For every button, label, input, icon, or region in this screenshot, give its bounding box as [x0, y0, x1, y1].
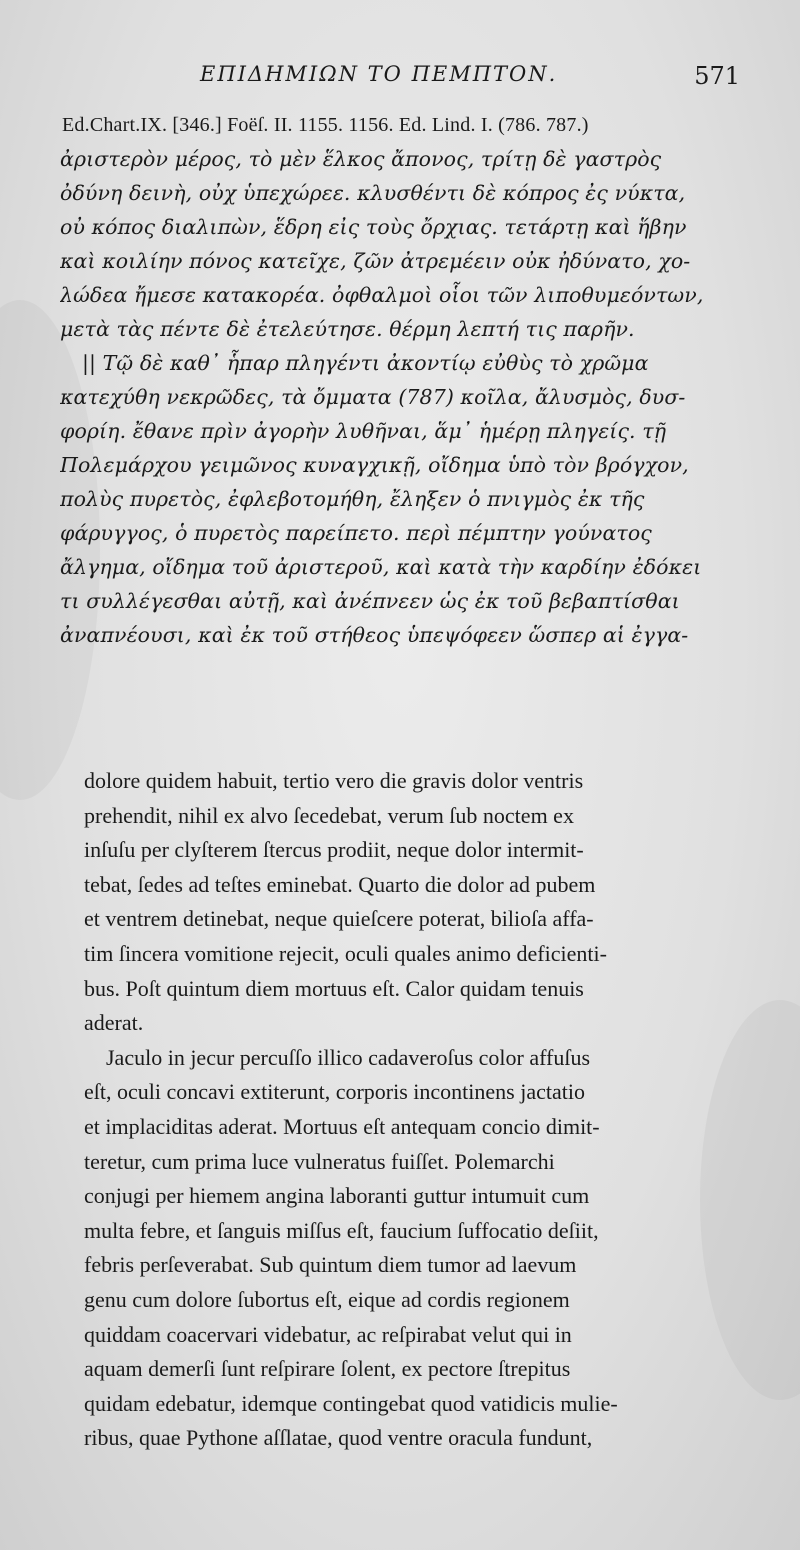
greek-text-line: ἄλγημα, οἴδημα τοῦ ἀριστεροῦ, καὶ κατὰ τὴν καρδίην ἐδόκει [60, 555, 702, 579]
latin-text-line: quidam edebatur, idemque contingebat quod vatidicis mulie- [84, 1390, 618, 1416]
greek-text-line: ἀναπνέουσι, καὶ ἐκ τοῦ στήθεος ὑπεψόφεεν ὥσπερ αἱ ἐγγα- [60, 623, 689, 647]
latin-text-line: Jaculo in jecur percuſſo illico cadaveroſus color affuſus [106, 1044, 591, 1070]
latin-text-line: et implaciditas aderat. Mortuus eſt antequam concio dimit- [84, 1113, 600, 1139]
latin-text-line: bus. Poſt quintum diem mortuus eſt. Calor quidam tenuis [84, 975, 584, 1001]
running-title: ΕΠΙΔΗΜΙΩΝ ΤΟ ΠΕΜΠΤΟΝ. [200, 62, 558, 86]
latin-text-line: prehendit, nihil ex alvo ſecedebat, verum ſub noctem ex [84, 802, 574, 828]
latin-text-line: conjugi per hiemem angina laboranti guttur intumuit cum [84, 1183, 590, 1209]
greek-text-line: κατεχύθη νεκρῶδες, τὰ ὄμματα (787) κοῖλα, ἄλυσμὸς, δυσ- [60, 385, 686, 409]
greek-text-line: μετὰ τὰς πέντε δὲ ἐτελεύτησε. θέρμη λεπτή τις παρῆν. [60, 317, 635, 341]
greek-text-line: Πολεμάρχου γειμῶνος κυναγχικῇ, οἴδημα ὑπὸ τὸν βρόγχον, [60, 453, 689, 477]
greek-text-block [60, 142, 765, 652]
edition-reference-line: Ed.Chart.IX. [346.] Foëſ. II. 1155. 1156. Ed. Lind. I. (786. 787.) [62, 114, 589, 136]
latin-text-line: dolore quidem habuit, tertio vero die gravis dolor ventris [84, 768, 584, 793]
greek-text-line: καὶ κοιλίην πόνος κατεῖχε, ζῶν ἀτρεμέειν οὐκ ἠδύνατο, χο- [60, 249, 691, 273]
latin-text-line: aderat. [84, 1010, 144, 1036]
latin-text-line: tim ſincera vomitione rejecit, oculi quales animo deficienti- [84, 940, 607, 966]
greek-text-line: οὐ κόπος διαλιπὼν, ἕδρη εἰς τοὺς ὄρχιας. τετάρτῃ καὶ ἥβην [60, 215, 687, 239]
latin-text-line: quiddam coacervari videbatur, ac reſpirabat velut qui in [84, 1321, 572, 1347]
greek-text-line: λώδεα ἤμεσε κατακορέα. ὀφθαλμοὶ οἷοι τῶν λιποθυμεόντων, [60, 283, 704, 307]
greek-text-line: πολὺς πυρετὸς, ἐφλεβοτομήθη, ἔληξεν ὁ πνιγμὸς ἐκ τῆς [60, 487, 645, 511]
greek-text-line: φάρυγγος, ὁ πυρετὸς παρείπετο. περὶ πέμπτην γούνατος [60, 521, 652, 545]
greek-text-line: τι συλλέγεσθαι αὐτῇ, καὶ ἀνέπνεεν ὡς ἐκ τοῦ βεβαπτίσθαι [60, 589, 680, 613]
greek-text-line: || Τῷ δὲ καθ᾽ ἧπαρ πληγέντι ἀκοντίῳ εὐθὺς τὸ χρῶμα [82, 351, 649, 375]
latin-text-line: eſt, oculi concavi extiterunt, corporis incontinens jactatio [84, 1079, 585, 1105]
latin-text-block [84, 764, 784, 1456]
latin-text-line: et ventrem detinebat, neque quieſcere poterat, bilioſa affa- [84, 906, 594, 932]
latin-text-line: multa febre, et ſanguis miſſus eſt, faucium ſuffocatio deſiit, [84, 1217, 599, 1243]
greek-text-line: ὀδύνη δεινὴ, οὐχ ὑπεχώρεε. κλυσθέντι δὲ κόπρος ἐς νύκτα, [60, 181, 686, 205]
greek-text-line: φορίη. ἔθανε πρὶν ἀγορὴν λυθῆναι, ἅμ᾽ ἡμέρῃ πληγείς. τῇ [60, 419, 667, 443]
latin-text-line: aquam demerſi ſunt reſpirare ſolent, ex pectore ſtrepitus [84, 1356, 571, 1382]
latin-text-line: inſuſu per clyſterem ſtercus prodiit, neque dolor intermit- [84, 837, 584, 863]
latin-text-line: genu cum dolore ſubortus eſt, eique ad cordis regionem [84, 1286, 570, 1312]
greek-text-line: ἀριστερὸν μέρος, τὸ μὲν ἕλκος ἄπονος, τρίτῃ δὲ γαστρὸς [60, 147, 662, 171]
latin-text-line: tebat, ſedes ad teſtes eminebat. Quarto die dolor ad pubem [84, 871, 596, 897]
page-number: 571 [694, 62, 740, 90]
latin-text-line: febris perſeverabat. Sub quintum diem tumor ad laevum [84, 1252, 577, 1278]
latin-text-line: teretur, cum prima luce vulneratus fuiſſet. Polemarchi [84, 1148, 555, 1174]
latin-text-line: ribus, quae Pythone aſſlatae, quod ventre oracula fundunt, [84, 1425, 593, 1451]
page-header [200, 62, 740, 102]
